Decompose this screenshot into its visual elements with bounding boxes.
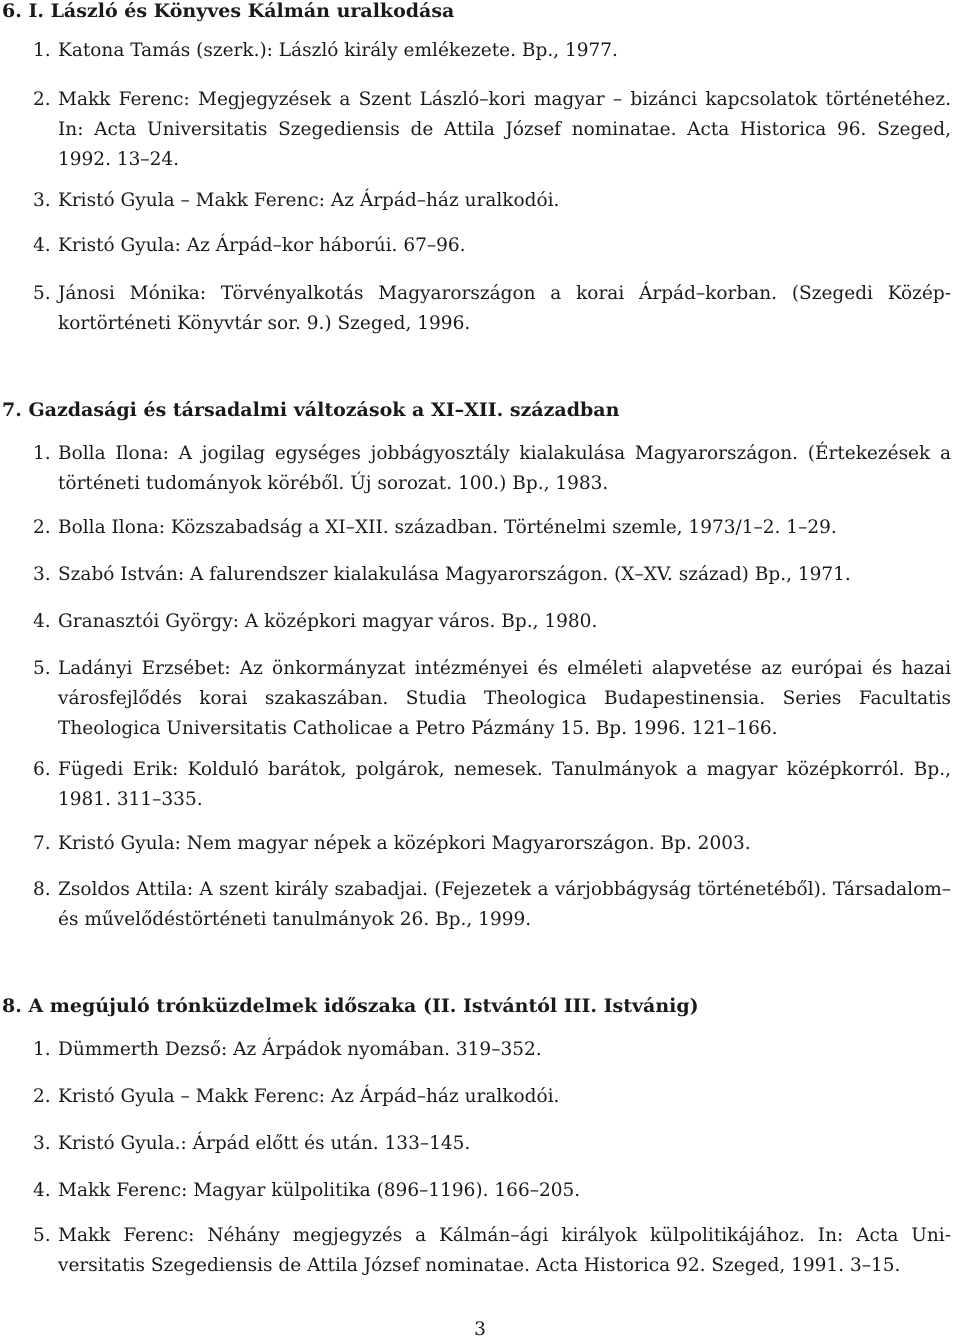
entry-number: 2.	[33, 517, 51, 538]
entry-number: 3.	[33, 564, 51, 585]
entry-number: 8.	[33, 879, 51, 900]
bibliography-entry	[33, 85, 951, 175]
entry-text: Dümmerth Dezső: Az Árpádok nyomában. 319–352.	[58, 1039, 542, 1060]
bibliography-entry	[33, 231, 951, 261]
entry-number: 1.	[33, 443, 51, 464]
section-title-7: 7. Gazdasági és társadalmi változások a XI–XII. században	[2, 399, 620, 421]
entry-number: 2.	[33, 1086, 51, 1107]
bibliography-entry	[33, 1129, 951, 1159]
entry-text: Zsoldos Attila: A szent király szabadjai. (Fejezetek a várjobbágyság történetéből). Társadalom– és művelődéstörténeti tanulmányok 26. Bp., 1999.	[58, 879, 951, 930]
entry-text: Fügedi Erik: Kolduló barátok, polgárok, nemesek. Tanulmányok a magyar középkorról. Bp., 1981. 311–335.	[58, 759, 951, 810]
bibliography-entry	[33, 654, 951, 744]
entry-text: Ladányi Erzsébet: Az önkormányzat intézményei és elméleti alapvetése az európai és hazai városfejlődés korai szakaszában. Studia Theologica Budapestinensia. Series Facultatis Theologica Universitatis Catholicae a Petro Pázmány 15. Bp. 1996. 121–166.	[58, 658, 951, 739]
entry-text: Kristó Gyula.: Árpád előtt és után. 133–145.	[58, 1133, 471, 1154]
entry-text: Makk Ferenc: Magyar külpolitika (896–1196). 166–205.	[58, 1180, 581, 1201]
bibliography-entry	[33, 513, 951, 543]
bibliography-entry	[33, 439, 951, 499]
entry-text: Szabó István: A falurendszer kialakulása Magyarországon. (X–XV. század) Bp., 1971.	[58, 564, 851, 585]
entry-number: 1.	[33, 40, 51, 61]
entry-number: 4.	[33, 611, 51, 632]
bibliography-entry	[33, 875, 951, 935]
entry-text: Bolla Ilona: Közszabadság a XI–XII. században. Történelmi szemle, 1973/1–2. 1–29.	[58, 517, 837, 538]
entry-text: Kristó Gyula: Az Árpád–kor háborúi. 67–96.	[58, 235, 466, 256]
page-number: 3	[474, 1319, 486, 1340]
entry-number: 4.	[33, 235, 51, 256]
entry-number: 5.	[33, 1225, 51, 1246]
entry-text: Bolla Ilona: A jogilag egységes jobbágyosztály kialakulása Magyarországon. (Értekezések a történeti tudományok köréből. Új sorozat. 100.) Bp., 1983.	[58, 443, 951, 494]
entry-text: Kristó Gyula – Makk Ferenc: Az Árpád–ház uralkodói.	[58, 190, 560, 211]
entry-number: 3.	[33, 190, 51, 211]
bibliography-entry	[33, 279, 951, 339]
entry-number: 3.	[33, 1133, 51, 1154]
bibliography-entry	[33, 1176, 951, 1206]
entry-text: Katona Tamás (szerk.): László király emlékezete. Bp., 1977.	[58, 40, 618, 61]
section-title-8: 8. A megújuló trónküzdelmek időszaka (II. Istvántól III. Istvánig)	[2, 995, 699, 1017]
section-title-6: 6. I. László és Könyves Kálmán uralkodása	[2, 0, 455, 22]
bibliography-entry	[33, 755, 951, 815]
entry-text: Makk Ferenc: Néhány megjegyzés a Kálmán–ági királyok külpolitikájához. In: Acta Universitatis Szegediensis de Attila József nominatae. Acta Historica 92. Szeged, 1991. 3–15.	[58, 1225, 951, 1276]
entry-text: Kristó Gyula – Makk Ferenc: Az Árpád–ház uralkodói.	[58, 1086, 560, 1107]
bibliography-entry	[33, 1035, 951, 1065]
entry-number: 7.	[33, 833, 51, 854]
bibliography-entry	[33, 1221, 951, 1281]
entry-number: 5.	[33, 658, 51, 679]
bibliography-entry	[33, 1082, 951, 1112]
bibliography-entry	[33, 36, 951, 66]
entry-text: Jánosi Mónika: Törvényalkotás Magyarországon a korai Árpád–korban. (Szegedi Középkortörténeti Könyvtár sor. 9.) Szeged, 1996.	[58, 283, 951, 334]
bibliography-entry	[33, 829, 951, 859]
bibliography-entry	[33, 607, 951, 637]
entry-number: 6.	[33, 759, 51, 780]
bibliography-entry	[33, 186, 951, 216]
entry-text: Granasztói György: A középkori magyar város. Bp., 1980.	[58, 611, 598, 632]
entry-number: 4.	[33, 1180, 51, 1201]
entry-number: 2.	[33, 89, 51, 110]
entry-text: Kristó Gyula: Nem magyar népek a középkori Magyarországon. Bp. 2003.	[58, 833, 751, 854]
bibliography-entry	[33, 560, 951, 590]
entry-number: 1.	[33, 1039, 51, 1060]
entry-text: Makk Ferenc: Megjegyzések a Szent László–kori magyar – bizánci kapcsolatok történetéhez. In: Acta Universitatis Szegediensis de Attila József nominatae. Acta Historica 96. Szeged, 1992. 13–24.	[58, 89, 951, 170]
entry-number: 5.	[33, 283, 51, 304]
